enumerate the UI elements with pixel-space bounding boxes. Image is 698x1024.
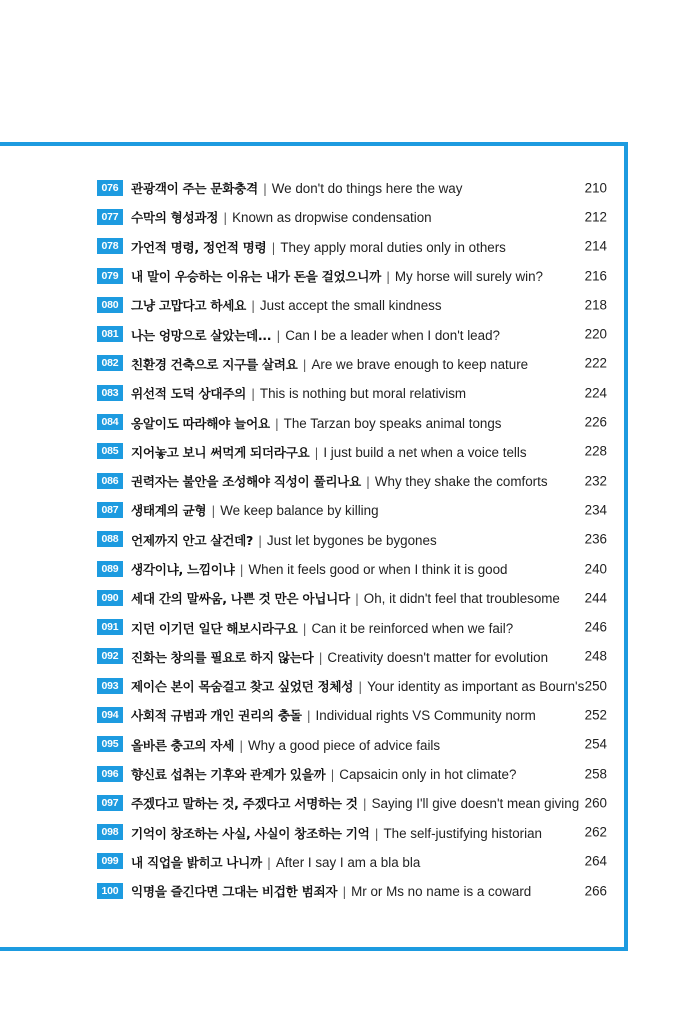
chapter-number-badge: 093 bbox=[97, 678, 123, 694]
table-of-contents bbox=[97, 173, 607, 905]
english-title: Oh, it didn't feel that troublesome bbox=[363, 591, 560, 607]
title-separator: | bbox=[358, 679, 363, 695]
english-title: Why they shake the comforts bbox=[374, 474, 548, 490]
english-title: Saying I'll give doesn't mean giving bbox=[371, 796, 580, 812]
title-separator: | bbox=[314, 444, 319, 460]
chapter-number-badge: 079 bbox=[97, 268, 123, 284]
chapter-number-badge: 084 bbox=[97, 414, 123, 430]
page-number: 224 bbox=[584, 385, 607, 401]
chapter-number-badge: 091 bbox=[97, 619, 123, 635]
entry-title bbox=[131, 881, 531, 900]
chapter-number-badge: 089 bbox=[97, 561, 123, 577]
toc-entry[interactable] bbox=[97, 232, 607, 261]
title-separator: | bbox=[211, 503, 216, 519]
title-separator: | bbox=[385, 269, 390, 285]
page-number: 234 bbox=[584, 502, 607, 518]
chapter-number-badge: 094 bbox=[97, 707, 123, 723]
english-title: My horse will surely win? bbox=[394, 269, 543, 285]
korean-title: 언제까지 안고 살건데? bbox=[131, 532, 253, 548]
toc-entry[interactable] bbox=[97, 554, 607, 583]
title-separator: | bbox=[271, 239, 276, 255]
english-title: Creativity doesn't matter for evolution bbox=[327, 649, 549, 665]
english-title: I just build a net when a voice tells bbox=[323, 444, 527, 460]
chapter-number-badge: 085 bbox=[97, 443, 123, 459]
chapter-number-badge: 086 bbox=[97, 473, 123, 489]
title-separator: | bbox=[223, 210, 228, 226]
korean-title: 사회적 규범과 개인 권리의 충돌 bbox=[131, 708, 302, 724]
english-title: The self-justifying historian bbox=[383, 825, 542, 841]
toc-entry[interactable] bbox=[97, 319, 607, 348]
entry-title bbox=[131, 500, 379, 519]
chapter-number-badge: 088 bbox=[97, 531, 123, 547]
chapter-number-badge: 090 bbox=[97, 590, 123, 606]
toc-entry[interactable] bbox=[97, 730, 607, 759]
entry-title bbox=[131, 325, 500, 344]
korean-title: 생각이냐, 느낌이냐 bbox=[131, 562, 235, 577]
chapter-number-badge: 080 bbox=[97, 297, 123, 313]
korean-title: 올바른 충고의 자세 bbox=[131, 737, 235, 753]
entry-title bbox=[131, 266, 543, 285]
english-title: We keep balance by killing bbox=[220, 503, 379, 519]
english-title: Just let bygones be bygones bbox=[266, 532, 437, 548]
toc-entry[interactable] bbox=[97, 173, 607, 202]
entry-title bbox=[131, 588, 560, 607]
english-title: When it feels good or when I think it is good bbox=[248, 562, 508, 577]
toc-entry[interactable] bbox=[97, 407, 607, 436]
entry-title bbox=[131, 764, 516, 783]
english-title: Just accept the small kindness bbox=[259, 298, 442, 314]
english-title: Mr or Ms no name is a coward bbox=[351, 884, 532, 900]
entry-title bbox=[131, 823, 542, 842]
chapter-number-badge: 098 bbox=[97, 824, 123, 840]
page-number: 244 bbox=[584, 590, 607, 606]
entry-title bbox=[131, 793, 579, 812]
toc-entry[interactable] bbox=[97, 612, 607, 641]
entry-title bbox=[131, 852, 420, 871]
entry-title bbox=[131, 705, 536, 724]
page-number: 210 bbox=[584, 180, 607, 196]
page-number: 214 bbox=[584, 238, 607, 254]
chapter-number-badge: 099 bbox=[97, 853, 123, 869]
toc-entry[interactable] bbox=[97, 525, 607, 554]
korean-title: 기억이 창조하는 사실, 사실이 창조하는 기억 bbox=[131, 825, 370, 841]
english-title: Capsaicin only in hot climate? bbox=[339, 767, 517, 783]
toc-entry[interactable] bbox=[97, 671, 607, 700]
entry-title bbox=[131, 559, 508, 578]
chapter-number-badge: 082 bbox=[97, 355, 123, 371]
korean-title: 주겠다고 말하는 것, 주겠다고 서명하는 것 bbox=[131, 796, 358, 812]
toc-entry[interactable] bbox=[97, 437, 607, 466]
english-title: Can it be reinforced when we fail? bbox=[311, 620, 514, 636]
korean-title: 지어놓고 보니 써먹게 되더라구요 bbox=[131, 444, 310, 460]
english-title: Individual rights VS Community norm bbox=[315, 708, 536, 724]
toc-entry[interactable] bbox=[97, 261, 607, 290]
page-number: 246 bbox=[584, 619, 607, 635]
korean-title: 제이슨 본이 목숨걸고 찾고 싶었던 정체성 bbox=[131, 679, 354, 695]
page-number: 228 bbox=[584, 443, 607, 459]
title-separator: | bbox=[365, 474, 370, 490]
title-separator: | bbox=[250, 298, 255, 314]
page-number: 266 bbox=[584, 883, 607, 899]
entry-title bbox=[131, 207, 432, 226]
korean-title: 그냥 고맙다고 하세요 bbox=[131, 298, 246, 314]
title-separator: | bbox=[342, 884, 347, 900]
entry-title bbox=[131, 442, 527, 461]
page-number: 236 bbox=[584, 531, 607, 547]
toc-entry[interactable] bbox=[97, 349, 607, 378]
page-number: 254 bbox=[584, 736, 607, 752]
title-separator: | bbox=[250, 386, 255, 402]
page-number: 260 bbox=[584, 795, 607, 811]
toc-entry[interactable] bbox=[97, 642, 607, 671]
english-title: Your identity as important as Bourn's bbox=[367, 679, 585, 695]
chapter-number-badge: 083 bbox=[97, 385, 123, 401]
entry-title bbox=[131, 647, 548, 666]
english-title: This is nothing but moral relativism bbox=[259, 386, 467, 402]
korean-title: 내 직업을 밝히고 나니까 bbox=[131, 854, 262, 870]
entry-title bbox=[131, 618, 513, 637]
chapter-number-badge: 077 bbox=[97, 209, 123, 225]
page-number: 222 bbox=[584, 355, 607, 371]
korean-title: 지던 이기던 일단 해보시라구요 bbox=[131, 620, 298, 636]
page-number: 226 bbox=[584, 414, 607, 430]
korean-title: 수막의 형성과정 bbox=[131, 210, 219, 226]
entry-title bbox=[131, 735, 440, 754]
title-separator: | bbox=[306, 708, 311, 724]
chapter-number-badge: 095 bbox=[97, 736, 123, 752]
toc-entry[interactable] bbox=[97, 788, 607, 817]
page-number: 232 bbox=[584, 473, 607, 489]
english-title: Are we brave enough to keep nature bbox=[311, 356, 529, 372]
korean-title: 생태계의 균형 bbox=[131, 503, 207, 519]
entry-title bbox=[131, 530, 437, 549]
page-number: 240 bbox=[584, 561, 607, 576]
entry-title bbox=[131, 471, 548, 490]
toc-entry[interactable] bbox=[97, 847, 607, 876]
toc-entry[interactable] bbox=[97, 876, 607, 905]
chapter-number-badge: 100 bbox=[97, 883, 123, 899]
page-number: 212 bbox=[584, 209, 607, 225]
english-title: Can I be a leader when I don't lead? bbox=[285, 327, 500, 343]
title-separator: | bbox=[276, 327, 281, 343]
toc-entry[interactable] bbox=[97, 700, 607, 729]
page-number: 218 bbox=[584, 297, 607, 313]
page-number: 250 bbox=[584, 678, 607, 694]
title-separator: | bbox=[257, 532, 262, 548]
title-separator: | bbox=[274, 415, 279, 431]
toc-entry[interactable] bbox=[97, 202, 607, 231]
title-separator: | bbox=[302, 356, 307, 372]
korean-title: 옹알이도 따라해야 늘어요 bbox=[131, 415, 270, 431]
english-title: After I say I am a bla bla bbox=[275, 854, 421, 870]
page-number: 258 bbox=[584, 766, 607, 782]
korean-title: 친환경 건축으로 지구를 살려요 bbox=[131, 356, 298, 372]
title-separator: | bbox=[239, 737, 244, 753]
page-number: 252 bbox=[584, 707, 607, 723]
korean-title: 권력자는 불안을 조성해야 직성이 풀리나요 bbox=[131, 474, 361, 490]
english-title: The Tarzan boy speaks animal tongs bbox=[283, 415, 502, 431]
korean-title: 위선적 도덕 상대주의 bbox=[131, 386, 246, 402]
title-separator: | bbox=[266, 854, 271, 870]
title-separator: | bbox=[330, 767, 335, 783]
entry-title bbox=[131, 354, 528, 373]
title-separator: | bbox=[374, 825, 379, 841]
toc-entry[interactable] bbox=[97, 583, 607, 612]
korean-title: 향신료 섭취는 기후와 관계가 있을까 bbox=[131, 767, 326, 783]
chapter-number-badge: 078 bbox=[97, 238, 123, 254]
chapter-number-badge: 096 bbox=[97, 766, 123, 782]
korean-title: 세대 간의 말싸움, 나쁜 것 만은 아닙니다 bbox=[131, 591, 350, 607]
page-number: 264 bbox=[584, 853, 607, 869]
title-separator: | bbox=[262, 181, 267, 197]
toc-entry[interactable] bbox=[97, 290, 607, 319]
english-title: Known as dropwise condensation bbox=[232, 210, 432, 226]
chapter-number-badge: 092 bbox=[97, 648, 123, 664]
toc-entry[interactable] bbox=[97, 466, 607, 495]
korean-title: 나는 엉망으로 살았는데... bbox=[131, 327, 272, 343]
title-separator: | bbox=[239, 562, 244, 577]
page-number: 262 bbox=[584, 824, 607, 840]
toc-entry[interactable] bbox=[97, 759, 607, 788]
toc-entry[interactable] bbox=[97, 818, 607, 847]
english-title: They apply moral duties only in others bbox=[280, 239, 506, 255]
title-separator: | bbox=[354, 591, 359, 607]
page-number: 216 bbox=[584, 268, 607, 284]
entry-title bbox=[131, 295, 442, 314]
korean-title: 내 말이 우승하는 이유는 내가 돈을 걸었으니까 bbox=[131, 269, 381, 285]
chapter-number-badge: 087 bbox=[97, 502, 123, 518]
english-title: Why a good piece of advice fails bbox=[248, 737, 441, 753]
entry-title bbox=[131, 237, 506, 256]
entry-title bbox=[131, 383, 466, 402]
korean-title: 진화는 창의를 필요로 하지 않는다 bbox=[131, 649, 314, 665]
korean-title: 가언적 명령, 정언적 명령 bbox=[131, 239, 267, 255]
entry-title bbox=[131, 178, 462, 197]
toc-entry[interactable] bbox=[97, 495, 607, 524]
page-number: 248 bbox=[584, 648, 607, 664]
entry-title bbox=[131, 676, 584, 695]
chapter-number-badge: 081 bbox=[97, 326, 123, 342]
korean-title: 익명을 즐긴다면 그대는 비겁한 범죄자 bbox=[131, 884, 338, 900]
page-number: 220 bbox=[584, 326, 607, 342]
title-separator: | bbox=[362, 796, 367, 812]
toc-entry[interactable] bbox=[97, 378, 607, 407]
korean-title: 관광객이 주는 문화충격 bbox=[131, 181, 258, 197]
entry-title bbox=[131, 413, 502, 432]
english-title: We don't do things here the way bbox=[271, 181, 463, 197]
title-separator: | bbox=[318, 649, 323, 665]
chapter-number-badge: 097 bbox=[97, 795, 123, 811]
title-separator: | bbox=[302, 620, 307, 636]
chapter-number-badge: 076 bbox=[97, 180, 123, 196]
